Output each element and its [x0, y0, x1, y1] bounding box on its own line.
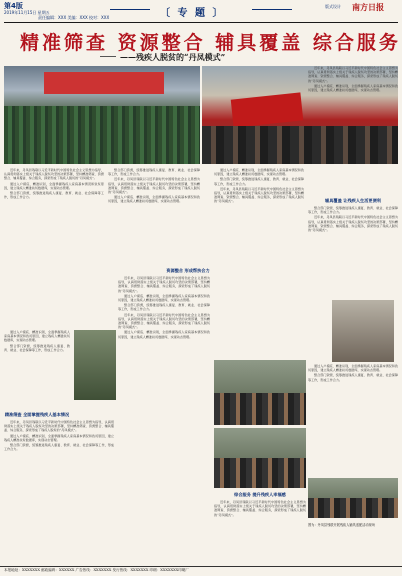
activity-photo-3	[214, 428, 306, 488]
small-photo-left	[74, 330, 116, 400]
header-divider	[252, 9, 292, 10]
section-title: 精准筛查 全面掌握残疾人基本情况	[4, 412, 70, 417]
paragraph: 整合部门资源，统筹推进残疾人康复、教育、就业、社会保障等工作，形成工作合力。	[4, 443, 114, 452]
subheadline-dash	[100, 56, 116, 57]
layout-credit: 版式设计	[325, 4, 341, 9]
section-label: 〔 专 题 〕	[160, 8, 225, 19]
section-title: 资源整合 形成帮扶合力	[166, 268, 210, 273]
paragraph: 通过入户摸底、精准识别，全面掌握残疾人家庭基本情况和致贫原因，建立残疾人精准扶贫数据库，实现动态管理。	[108, 195, 200, 204]
paragraph: 通过入户摸底、精准识别，全面掌握残疾人家庭基本情况和致贫原因，建立残疾人精准扶贫数据库，实现动态管理。	[308, 364, 398, 373]
newspaper-masthead: 南方日报	[352, 3, 384, 12]
article-column-5	[308, 66, 398, 196]
header-divider	[110, 9, 150, 10]
activity-photo-1	[214, 360, 306, 425]
paragraph: 整合部门资源，统筹推进残疾人康复、教育、就业、社会保障等工作，形成工作合力。	[4, 343, 70, 352]
paragraph: 整合部门资源，统筹推进残疾人康复、教育、就业、社会保障等工作，形成工作合力。	[308, 206, 398, 215]
paragraph: 近年来，丹凤县残联以习近平新时代中国特色社会主义思想为指导，认真贯彻落实上级关于残疾人脱贫攻坚的决策部署，坚持精准筛查、资源整合、辅具覆盖、综合服务，探索形成了残疾人脱贫的“丹凤模式”。	[4, 420, 114, 433]
paragraph: 整合部门资源，统筹推进残疾人康复、教育、就业、社会保障等工作，形成工作合力。	[4, 191, 104, 200]
paragraph: 近年来，丹凤县残联以习近平新时代中国特色社会主义思想为指导，认真贯彻落实上级关于残疾人脱贫攻坚的决策部署，坚持精准筛查、资源整合、辅具覆盖、综合服务，探索形成了残疾人脱贫的“丹凤模式”。	[308, 66, 398, 83]
article-column-4	[214, 168, 304, 338]
article-column-6	[214, 500, 306, 562]
paragraph: 近年来，丹凤县残联以习近平新时代中国特色社会主义思想为指导，认真贯彻落实上级关于残疾人脱贫攻坚的决策部署，坚持精准筛查、资源整合、辅具覆盖、综合服务，探索形成了残疾人脱贫的“丹凤模式”。	[118, 276, 210, 293]
paragraph: 通过入户摸底、精准识别，全面掌握残疾人家庭基本情况和致贫原因，建立残疾人精准扶贫数据库，实现动态管理。	[4, 433, 114, 442]
issue-date: 2019年11月15日 星期五	[4, 10, 50, 15]
paragraph: 整合部门资源，统筹推进残疾人康复、教育、就业、社会保障等工作，形成工作合力。	[308, 373, 398, 382]
paragraph: 整合部门资源，统筹推进残疾人康复、教育、就业、社会保障等工作，形成工作合力。	[108, 168, 200, 177]
paragraph: 近年来，丹凤县残联以习近平新时代中国特色社会主义思想为指导，认真贯彻落实上级关于残疾人脱贫攻坚的决策部署，坚持精准筛查、资源整合、辅具覆盖、综合服务，探索形成了残疾人脱贫的“丹凤模式”。	[108, 177, 200, 195]
paragraph: 近年来，丹凤县残联以习近平新时代中国特色社会主义思想为指导，认真贯彻落实上级关于残疾人脱贫攻坚的决策部署，坚持精准筛查、资源整合、辅具覆盖、综合服务，探索形成了残疾人脱贫的“丹凤模式”。	[214, 500, 306, 517]
section-title: 综合服务 提升残疾人幸福感	[234, 492, 286, 497]
meeting-hall-photo	[4, 66, 200, 164]
article-column-3	[118, 276, 210, 566]
article-column-1b	[4, 330, 70, 410]
activity-photo-2	[308, 478, 398, 518]
paragraph: 近年来，丹凤县残联以习近平新时代中国特色社会主义思想为指导，认真贯彻落实上级关于残疾人脱贫攻坚的决策部署，坚持精准筛查、资源整合、辅具覆盖、综合服务，探索形成了残疾人脱贫的“丹凤模式”。	[214, 186, 304, 204]
paragraph: 近年来，丹凤县残联以习近平新时代中国特色社会主义思想为指导，认真贯彻落实上级关于残疾人脱贫攻坚的决策部署，坚持精准筛查、资源整合、辅具覆盖、综合服务，探索形成了残疾人脱贫的“丹凤模式”。	[308, 215, 398, 233]
page-number: 第4版	[4, 2, 23, 10]
document-photo	[332, 300, 394, 362]
article-column-5c	[308, 364, 398, 484]
paragraph: 通过入户摸底、精准识别，全面掌握残疾人家庭基本情况和致贫原因，建立残疾人精准扶贫数据库，实现动态管理。	[4, 330, 70, 343]
paragraph: 通过入户摸底、精准识别，全面掌握残疾人家庭基本情况和致贫原因，建立残疾人精准扶贫数据库，实现动态管理。	[4, 181, 104, 190]
paragraph: 通过入户摸底、精准识别，全面掌握残疾人家庭基本情况和致贫原因，建立残疾人精准扶贫数据库，实现动态管理。	[118, 293, 210, 303]
paragraph: 通过入户摸底、精准识别，全面掌握残疾人家庭基本情况和致贫原因，建立残疾人精准扶贫数据库，实现动态管理。	[118, 330, 210, 339]
paragraph: 通过入户摸底、精准识别，全面掌握残疾人家庭基本情况和致贫原因，建立残疾人精准扶贫数据库，实现动态管理。	[214, 168, 304, 177]
page-header	[0, 0, 402, 22]
article-column-1	[4, 168, 104, 326]
photo-caption: 图为：丹凤县残联开展残疾人辅具适配活动现场	[308, 523, 375, 527]
editor-line: 责任编辑：XXX 美编：XXX 校对：XXX	[38, 15, 110, 20]
paragraph: 整合部门资源，统筹推进残疾人康复、教育、就业、社会保障等工作，形成工作合力。	[118, 303, 210, 312]
paragraph: 整合部门资源，统筹推进残疾人康复、教育、就业、社会保障等工作，形成工作合力。	[214, 177, 304, 186]
section-title: 辅具覆盖 让残疾人生活更便利	[325, 198, 381, 203]
paragraph: 近年来，丹凤县残联以习近平新时代中国特色社会主义思想为指导，认真贯彻落实上级关于残疾人脱贫攻坚的决策部署，坚持精准筛查、资源整合、辅具覆盖、综合服务，探索形成了残疾人脱贫的“丹凤模式”。	[4, 168, 104, 181]
article-column-1c	[4, 420, 114, 565]
paragraph: 通过入户摸底、精准识别，全面掌握残疾人家庭基本情况和致贫原因，建立残疾人精准扶贫数据库，实现动态管理。	[308, 83, 398, 93]
header-rule	[4, 22, 398, 23]
main-headline: 精准筛查 资源整合 辅具覆盖 综合服务	[20, 32, 401, 54]
subheadline: ——残疾人脱贫的“丹凤模式”	[120, 52, 226, 62]
paragraph: 近年来，丹凤县残联以习近平新时代中国特色社会主义思想为指导，认真贯彻落实上级关于残疾人脱贫攻坚的决策部署，坚持精准筛查、资源整合、辅具覆盖、综合服务，探索形成了残疾人脱贫的“丹凤模式”。	[118, 312, 210, 330]
footer-info: 本报地址：XXXXXXX 邮政编码：XXXXXX 广告热线：XXXXXXX 发行热线：XXXXXXX 印刷：XXXXXXX印刷厂	[4, 568, 189, 572]
